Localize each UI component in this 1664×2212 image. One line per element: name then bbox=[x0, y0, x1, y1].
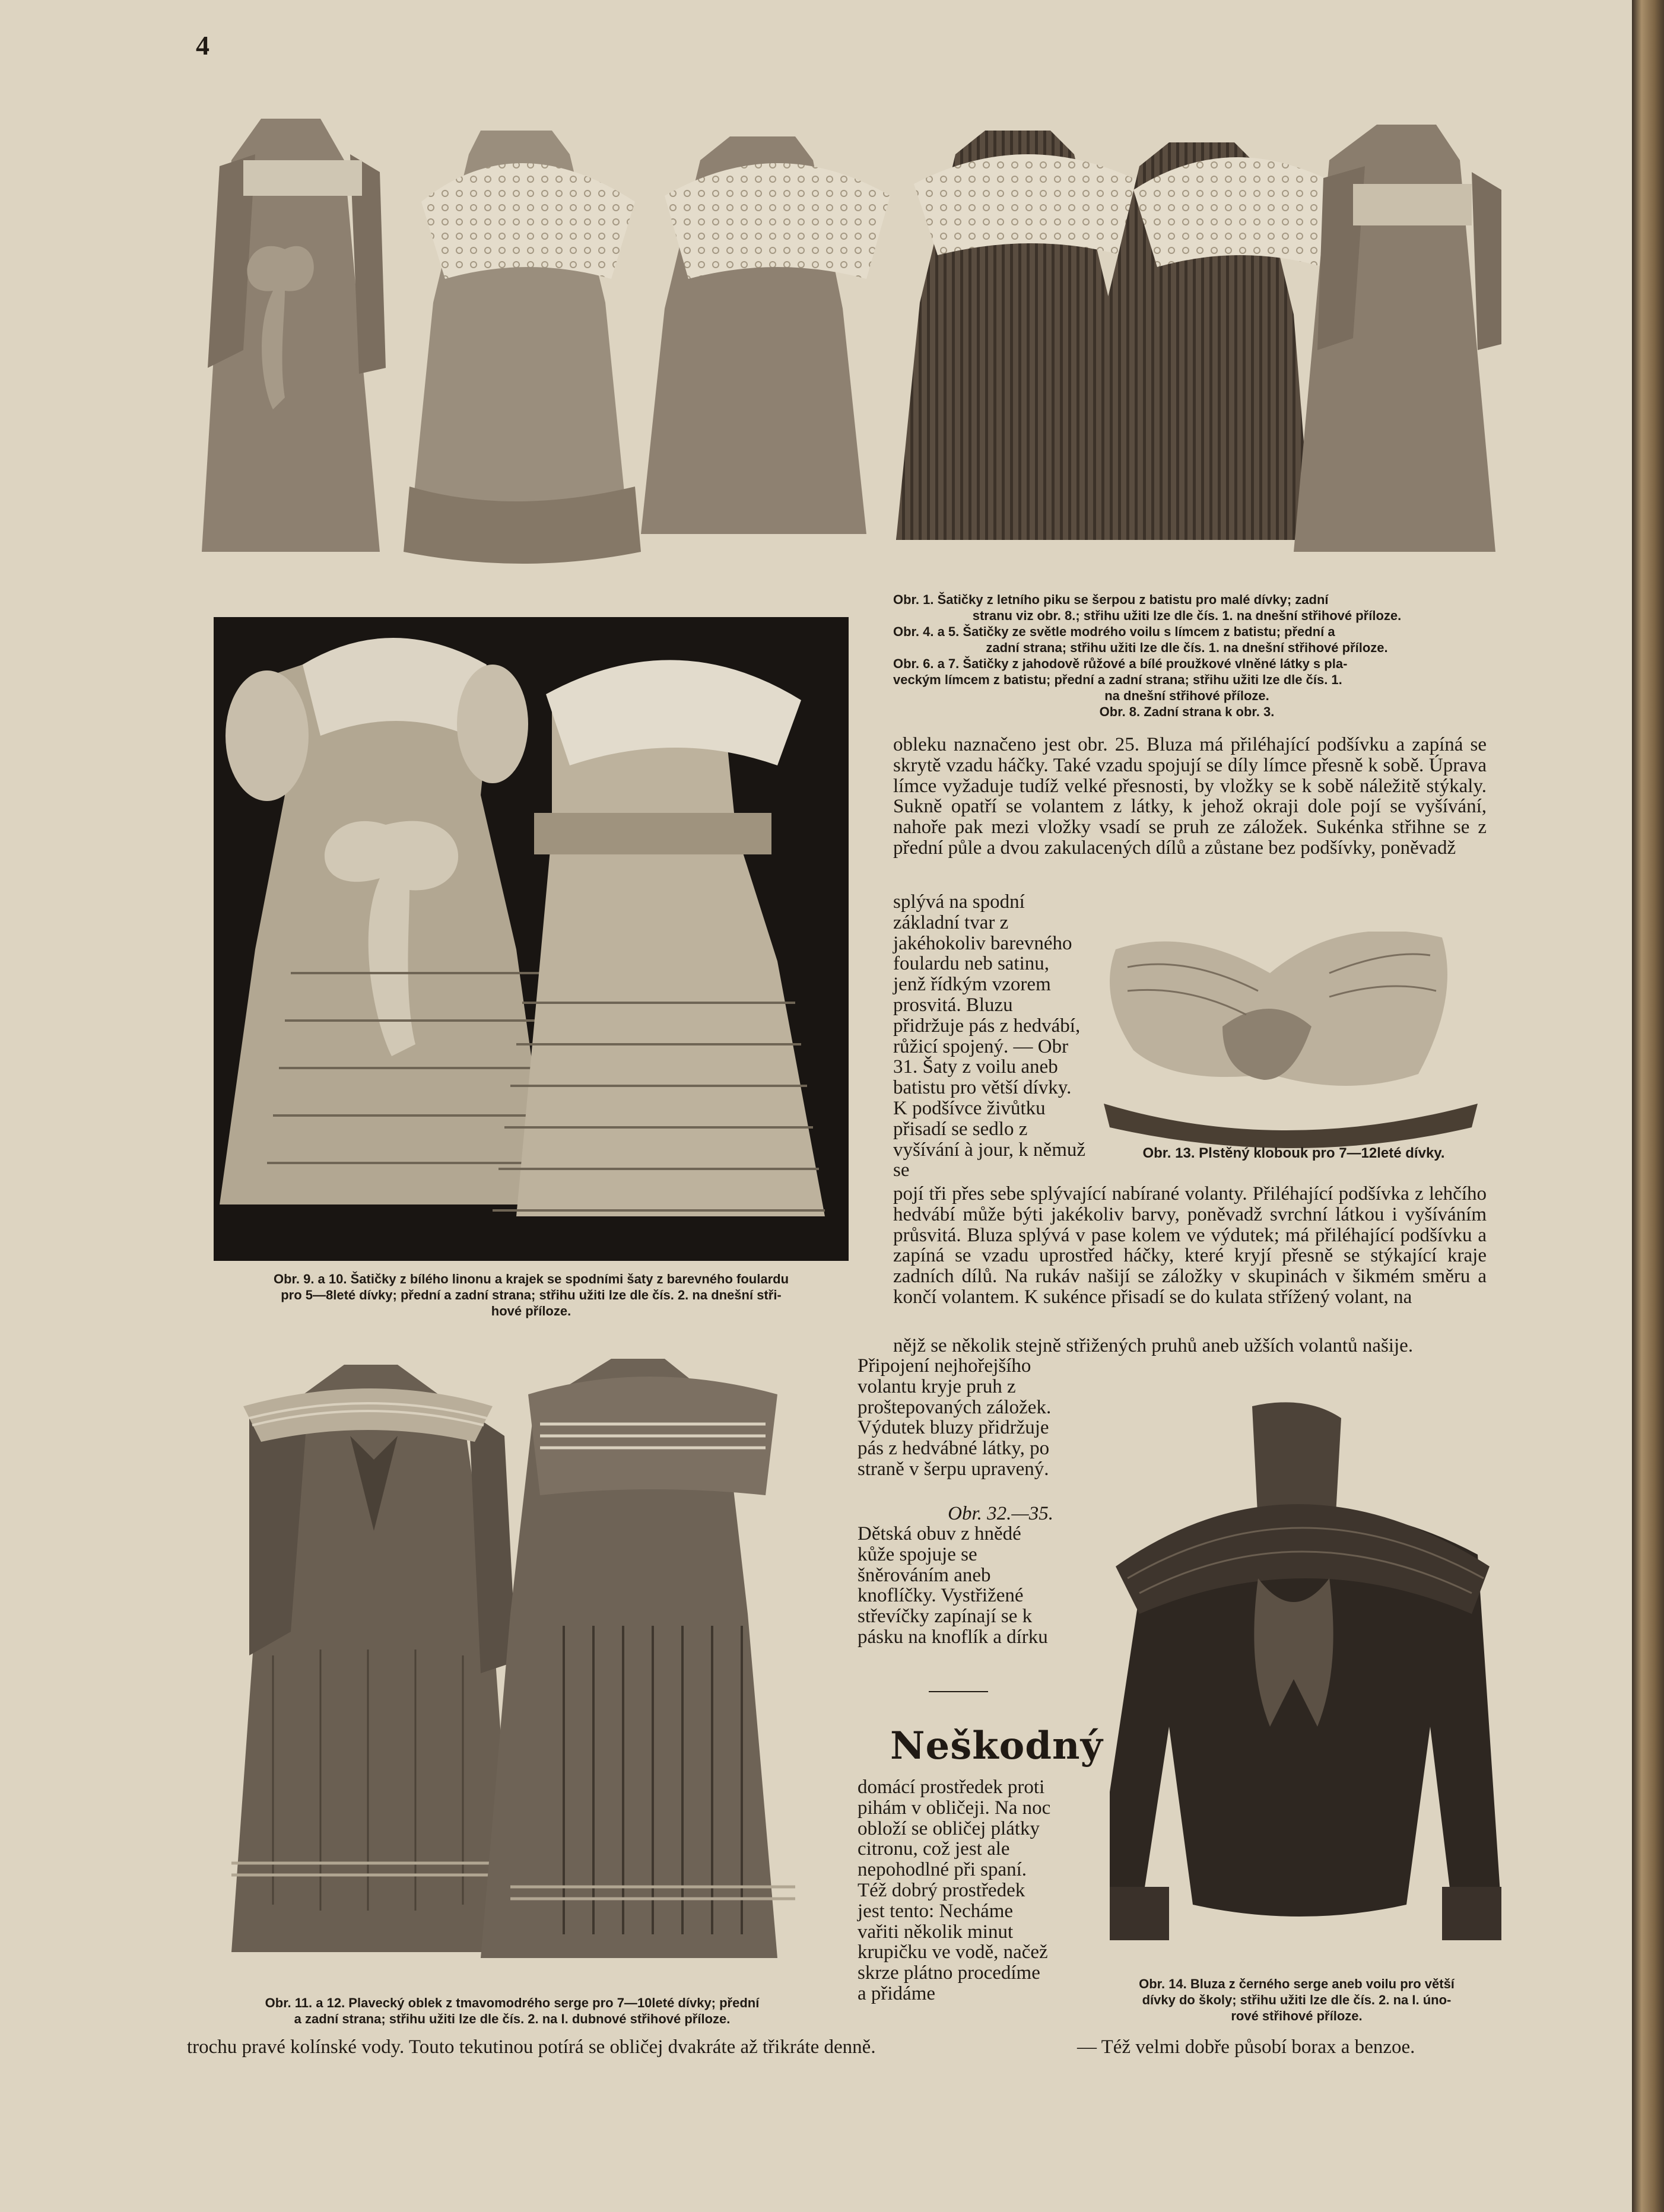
caption-line: Obr. 1. Šatičky z letního piku se šerpou z batistu pro malé dívky; zadní bbox=[893, 592, 1329, 607]
sidebar-heading: Neškodný bbox=[890, 1724, 1103, 1768]
article-figure-reference: Obr. 32.—35. bbox=[948, 1503, 1053, 1524]
caption-fig-13: Obr. 13. Plstěný klobouk pro 7—12leté dívky. bbox=[1142, 1145, 1445, 1161]
caption-line: zadní strana; střihu užiti lze dle čís. 1. na dnešní střihové příloze. bbox=[986, 640, 1388, 655]
section-divider bbox=[929, 1691, 988, 1692]
dress-6-illustration bbox=[1294, 125, 1501, 552]
figure-11-12-sailor-dresses bbox=[226, 1341, 831, 1982]
article-paragraph-4: Dětská obuv z hnědé kůže spojuje se šněrováním aneb knoflíčky. Vystřižené střevíčky zapínají se k pásku na knoflík a dírku bbox=[858, 1523, 1048, 1648]
page-edge bbox=[1632, 0, 1664, 2212]
sidebar-last-line-tail: — Též velmi dobře působí borax a benzoe. bbox=[1077, 2036, 1415, 2058]
caption-line: pro 5—8leté dívky; přední a zadní strana; střihu užiti lze dle čís. 2. na dnešní stři- bbox=[281, 1288, 782, 1302]
article-paragraph-2-narrow: splývá na spodní základní tvar z jakéhokoliv barevného foulardu neb satinu, jenž řídkým vzorem prosvitá. Bluzu přidržuje pás z hedvábí, růžicí spojený. — Obr 31. Šaty z voilu aneb batistu pro větší dívky. K podšívce živůtku přisadí se sedlo z vyšívání à jour, k němuž se bbox=[893, 891, 1086, 1181]
dress-3-illustration bbox=[641, 136, 890, 534]
caption-line: Obr. 11. a 12. Plavecký oblek z tmavomodrého serge pro 7—10leté dívky; přední bbox=[265, 1995, 760, 2010]
figure-top-row-dresses bbox=[196, 101, 1513, 587]
dress-10-illustration bbox=[493, 660, 825, 1216]
caption-line: Obr. 4. a 5. Šatičky ze světle modrého voilu s límcem z batistu; přední a bbox=[893, 624, 1335, 639]
caption-line: a zadní strana; střihu užiti lze dle čís. 2. na I. dubnové střihové příloze. bbox=[294, 2011, 731, 2026]
figure-9-10-photo bbox=[214, 617, 849, 1261]
article-paragraph-2-wide: pojí tři přes sebe splývající nabírané volanty. Přiléhající podšívka z lehčího hedvábí může býti jakékoliv barvy, poněvadž svrchní látkou i vyšíváním průsvitá. Bluza splývá v pase kolem ve výdutek; má přiléhající podšívku a zapíná se vzadu uprostřed háčky, které kryjí přesně se stýkající kraje zadních dílů. Na rukáv našijí se záložky v skupinách v šikmém směru a končí volantem. K sukénce přisadí se do kulata střížený volant, na bbox=[893, 1183, 1487, 1308]
page-number: 4 bbox=[196, 30, 209, 61]
caption-line: hové příloze. bbox=[491, 1304, 571, 1318]
figure-14-blouse bbox=[1110, 1400, 1501, 1970]
caption-line: Obr. 14. Bluza z černého serge aneb voilu pro větší bbox=[1139, 1976, 1455, 1991]
caption-fig-9-10 bbox=[193, 1271, 869, 1319]
caption-line: Obr. 6. a 7. Šatičky z jahodově růžové a bílé proužkové vlněné látky s pla- bbox=[893, 656, 1348, 671]
caption-line: na dnešní střihové příloze. bbox=[1104, 688, 1269, 703]
caption-top-row bbox=[893, 592, 1481, 720]
caption-line: rové střihové příloze. bbox=[1231, 2008, 1363, 2023]
caption-fig-11-12 bbox=[189, 1995, 836, 2027]
caption-fig-14 bbox=[1074, 1976, 1519, 2024]
dress-2-illustration bbox=[404, 131, 641, 564]
caption-line: Obr. 9. a 10. Šatičky z bílého linonu a krajek se spodními šaty z barevného foulardu bbox=[273, 1272, 789, 1286]
caption-line: veckým límcem z batistu; přední a zadní strana; střihu užiti lze dle čís. 1. bbox=[893, 672, 1342, 687]
sidebar-last-line: trochu pravé kolínské vody. Touto tekutinou potírá se obličej dvakráte až třikráte denně. bbox=[187, 2036, 876, 2058]
article-paragraph-3-first-line: nějž se několik stejně střižených pruhů aneb užších volantů našije. bbox=[893, 1335, 1414, 1356]
article-paragraph-3-narrow: Připojení nejhořejšího volantu kryje pruh z proštepovaných záložek. Výdutek bluzy přidržuje pás z hedvábné látky, po straně v šerpu upravený. bbox=[858, 1355, 1052, 1480]
caption-line: stranu viz obr. 8.; střihu užiti lze dle čís. 1. na dnešní střihové příloze. bbox=[972, 608, 1402, 623]
caption-line: dívky do školy; střihu užiti lze dle čís. 2. na I. úno- bbox=[1142, 1992, 1452, 2007]
sidebar-text: domácí prostředek proti pihám v obličeji. Na noc obloží se obličej plátky citronu, což jest ale nepohodlné při spaní. Též dobrý prostředek jest tento: Necháme vařiti několik minut krupičku ve vodě, načež skrze plátno procedíme a přidáme bbox=[858, 1776, 1051, 2004]
dress-12-illustration bbox=[481, 1359, 795, 1958]
dress-1-illustration bbox=[202, 119, 386, 552]
dress-11-illustration bbox=[231, 1365, 516, 1952]
caption-line: Obr. 8. Zadní strana k obr. 3. bbox=[1099, 704, 1275, 719]
article-paragraph-1: obleku naznačeno jest obr. 25. Bluza má přiléhající podšívku a zapíná se skrytě vzadu háčky. Také vzadu spojují se díly límce přesně k sobě. Úprava límce vyžaduje tudíž velké přesnosti, by vložky se k sobě náležitě stýkaly. Sukně opatří se volantem z látky, k jehož okraji dole pojí se vyšívání, nahoře pak mezi vložky vsadí se pruh ze záložek. Sukénka střihne se z přední půle a dvou zakulacených dílů a zůstane bez podšívky, poněvadž bbox=[893, 734, 1487, 859]
dress-9-illustration bbox=[220, 638, 576, 1204]
figure-13-hat bbox=[1104, 932, 1484, 1157]
